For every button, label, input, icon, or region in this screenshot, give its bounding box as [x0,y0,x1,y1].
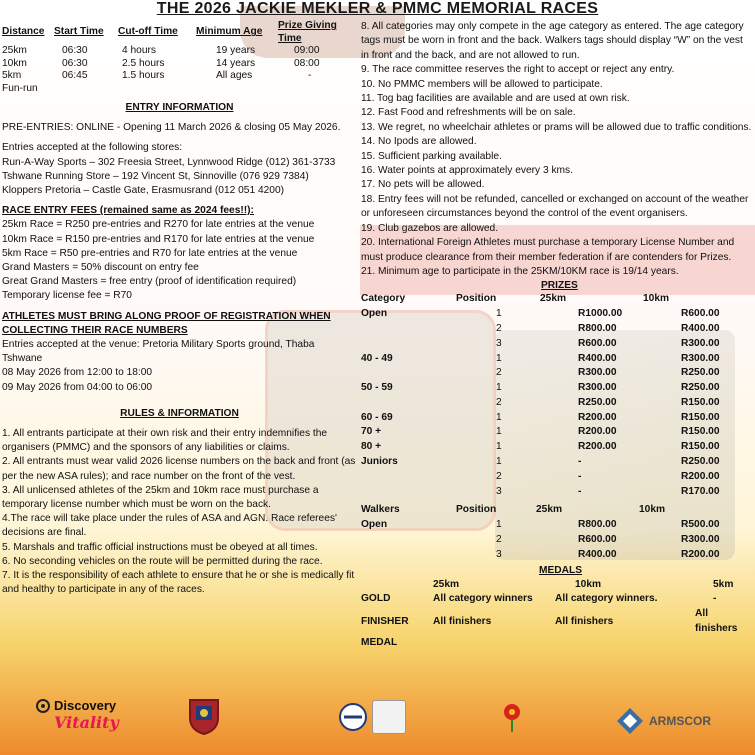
header-position: Position [456,504,497,516]
header-distance: Distance [2,26,45,38]
rule-6: 6. No seconding vehicles on the route will be permitted during the race. [2,555,323,567]
cell: Fun-run [2,82,38,94]
table-row [361,440,721,455]
fees-heading: RACE ENTRY FEES (remained same as 2024 fees!!): [2,205,254,217]
cell: 09:00 [294,45,320,56]
cell: 06:30 [62,45,88,56]
header-walkers: Walkers [361,504,400,516]
cell [361,470,456,485]
cell: R150.00 [681,441,720,453]
cell: 1 [496,352,502,364]
collection-date-2: 09 May 2026 from 04:00 to 06:00 [2,381,153,393]
cell: - [578,456,582,468]
header-25km: 25km [433,578,460,590]
table-row [361,352,721,367]
cell: R800.00 [578,519,617,531]
cell: R600.00 [578,534,617,546]
cell [361,533,456,548]
cell: R250.00 [681,382,720,394]
walkers-table [361,503,721,518]
table-row [361,485,721,500]
cell: - [578,485,582,497]
prizes-rows [361,307,721,499]
walkers-table-header [361,503,721,518]
proof-heading: ATHLETES MUST BRING ALONG PROOF OF REGISTRATION WHEN COLLECTING THEIR RACE NUMBERS [2,310,331,336]
cell: - [713,593,717,605]
rule-15: 15. Sufficient parking available. [361,150,502,162]
cell: R400.00 [578,548,617,560]
cell: R400.00 [578,352,617,364]
table-row [361,425,721,440]
table-row [361,518,721,533]
cell: R150.00 [681,426,720,438]
table-row [361,533,721,548]
flower-icon [500,702,524,734]
cell: R250.00 [681,456,720,468]
header-start-time: Start Time [54,26,104,38]
military-badge-logo [188,698,220,741]
cell: 1 [496,308,502,320]
cell: 4 hours [122,45,156,56]
prizes-heading: PRIZES [541,280,578,292]
table-row [361,337,721,352]
rule-18: 18. Entry fees will not be refunded, cancelled or exchanged on account of the weather or unforeseen circumstances beyond the control of the event organisers. [361,193,749,220]
cell [361,322,456,337]
cell: R800.00 [578,322,617,334]
cell [361,337,456,352]
cell: Open [361,519,388,531]
cell: 08:00 [294,57,320,69]
cell: 2 [496,322,502,334]
cell: 1 [496,456,502,468]
rule-3: 3. All unlicensed athletes of the 25km and 10km race must purchase a temporary license number which must be worn on the back. [2,484,319,511]
cell: R150.00 [681,396,720,408]
header-10km: 10km [575,578,602,590]
cell: 06:30 [62,57,88,69]
cell [361,366,456,381]
cell: 06:45 [62,70,88,81]
venue-text: Entries accepted at the venue: Pretoria Military Sports ground, Thaba Tshwane [2,339,315,365]
athletics-gauteng-logo [500,702,524,739]
medals-heading: MEDALS [539,564,583,576]
cell: 2 [496,396,502,408]
cell: R170.00 [681,485,720,497]
table-row [2,70,360,83]
table-row [361,470,721,485]
cell: 50 - 59 [361,382,393,394]
rule-1: 1. All entrants participate at their own risk and their entry indemnifies the organisers (PMMC) and the sponsors of any liabilities or claims. [2,428,328,454]
prizes-table-header [361,292,721,307]
cell: - [308,70,312,81]
distance-table-header [2,20,360,45]
cell: FINISHER [361,615,409,627]
vitality-text: Vitality [54,713,119,732]
cell: Juniors [361,456,398,468]
cell: 1 [496,382,502,394]
shield-icon [188,698,220,736]
prizes-table [361,292,721,307]
stores-heading: Entries accepted at the following stores: [2,142,183,154]
cell [361,396,456,411]
table-row [361,548,721,563]
header-prize-giving-time: Prize Giving Time [278,20,337,44]
table-row [361,396,721,411]
rule-4: 4.The race will take place under the rules of ASA and AGN. Race referees' decisions are final. [2,513,337,539]
table-row [361,322,721,337]
page-title: THE 2026 JACKIE MEKLER & PMMC MEMORIAL RACES [156,0,599,17]
header-position: Position [456,293,497,305]
table-row [2,83,360,96]
cell: 14 years [216,57,256,69]
cell: 5km [2,70,22,81]
medals-table-header [361,578,753,593]
header-10km: 10km [643,293,670,305]
fee-10km: 10km Race = R150 pre-entries and R170 for late entries at the venue [2,233,315,245]
cell: - [578,470,582,482]
cell: All ages [216,70,253,81]
table-row [361,411,721,426]
cell: R400.00 [681,322,720,334]
cell: R600.00 [681,308,720,320]
cell: All finishers [695,608,738,635]
cell: R250.00 [578,396,617,408]
discovery-text: Discovery [54,698,117,713]
cell: R300.00 [578,382,617,394]
armscor-icon [615,706,645,736]
table-row [361,592,753,607]
distance-table [2,20,360,95]
sponsor-footer [0,688,755,755]
cell: R200.00 [578,441,617,453]
cell: 2 [496,470,502,482]
rule-8: 8. All categories may only compete in the age category as entered. The age category tags must be worn in front and the back. Walkers tags should display “W” on the vest in front and the back, and are not allowed to run. [361,21,744,61]
cell: 3 [496,337,502,349]
medals-table [361,578,753,648]
rule-19: 19. Club gazebos are allowed. [361,222,499,234]
rule-14: 14. No Ipods are allowed. [361,136,477,148]
rule-17: 17. No pets will be allowed. [361,179,485,191]
cell: 60 - 69 [361,411,393,423]
cell [361,485,456,500]
fee-temporary-license: Temporary license fee = R70 [2,290,132,302]
table-row [361,307,721,322]
armscor-logo [615,706,711,736]
cell: 1 [496,519,502,531]
cell: GOLD [361,593,391,605]
cell: R150.00 [681,411,720,423]
cell: R300.00 [578,367,617,379]
fee-5km: 5km Race = R50 pre-entries and R70 for late entries at the venue [2,247,298,259]
collection-date-1: 08 May 2026 from 12:00 to 18:00 [2,367,153,379]
rule-20: 20. International Foreign Athletes must purchase a temporary License Number and must produce clearance from their member federation if are contenders for Prizes. [361,237,735,263]
table-row [361,607,753,637]
cell: R300.00 [681,534,720,546]
rule-12: 12. Fast Food and refreshments will be on sale. [361,107,576,119]
cell: All category winners [433,593,533,605]
cell: 40 - 49 [361,352,393,364]
fee-grand-masters: Grand Masters = 50% discount on entry fee [2,262,199,274]
rule-16: 16. Water points at approximately every 3 kms. [361,165,573,177]
cell: R600.00 [578,337,617,349]
cell: Open [361,308,388,320]
cell: R300.00 [681,337,720,349]
rule-2: 2. All entrants must wear valid 2026 license numbers on the back and front (as per the new ASA rules); and race number on the front of the vest. [2,456,356,482]
table-row [2,45,360,58]
table-row [2,58,360,71]
rule-9: 9. The race committee reserves the right to accept or reject any entry. [361,64,675,76]
header-category: Category [361,293,406,305]
header-minimum-age: Minimum Age [196,26,263,38]
cell: 3 [496,485,502,497]
header-25km: 25km [540,293,567,305]
cell: 1 [496,426,502,438]
rule-10: 10. No PMMC members will be allowed to participate. [361,78,603,90]
walkers-rows [361,518,721,562]
cell: 1 [496,411,502,423]
table-row [361,637,753,648]
cell: 80 + [361,441,382,453]
header-5km: 5km [713,578,734,590]
cell [361,578,433,593]
table-row [361,381,721,396]
rule-11: 11. Tog bag facilities are available and are used at own risk. [361,93,630,105]
finishing-logo [372,700,406,734]
armscor-text: ARMSCOR [649,714,711,728]
left-column [2,20,357,598]
cell: 1 [496,441,502,453]
header-cutoff-time: Cut-off Time [118,26,178,38]
cell: 70 + [361,426,382,438]
store-kloppers: Kloppers Pretoria – Castle Gate, Erasmusrand (012 051 4200) [2,185,285,197]
right-column [361,20,753,648]
cell [361,548,456,563]
cell: R200.00 [578,411,617,423]
rule-5: 5. Marshals and traffic official instructions must be obeyed at all times. [2,541,318,553]
cell: 1.5 hours [122,70,165,81]
cell: All finishers [555,615,614,627]
cell: R250.00 [681,367,720,379]
entry-information-heading: ENTRY INFORMATION [125,102,234,113]
cell: 19 years [216,45,256,56]
cell: R200.00 [578,426,617,438]
store-tshwane: Tshwane Running Store – 192 Vincent St, Sinnoville (076 929 7384) [2,170,309,182]
cell: 3 [496,548,502,560]
cell: All finishers [433,615,492,627]
fee-25km: 25km Race = R250 pre-entries and R270 for late entries at the venue [2,219,315,231]
cell: 2 [496,534,502,546]
cell: 2 [496,367,502,379]
cell: 2.5 hours [122,57,165,69]
store-runaway: Run-A-Way Sports – 302 Freesia Street, Lynnwood Ridge (012) 361-3733 [2,156,336,168]
header-10km: 10km [639,504,666,516]
rules-heading: RULES & INFORMATION [120,407,239,419]
timing-logo [338,702,368,737]
rule-7: 7. It is the responsibility of each athlete to ensure that he or she is medically fit and healthy to participate in any of the races. [2,570,355,596]
cell: R1000.00 [578,308,623,320]
fee-great-grand-masters: Great Grand Masters = free entry (proof of identification required) [2,276,297,288]
cell: 10km [2,57,27,69]
discovery-icon [36,699,50,713]
header-25km: 25km [536,504,563,516]
table-row [361,366,721,381]
cell: MEDAL [361,636,398,648]
cell: All category winners. [555,593,658,605]
table-row [361,455,721,470]
discovery-vitality-logo [36,698,119,732]
cell: 25km [2,45,27,56]
timing-icon [338,702,368,732]
cell: R200.00 [681,470,720,482]
cell: R200.00 [681,548,720,560]
pre-entries-text: PRE-ENTRIES: ONLINE - Opening 11 March 2026 & closing 05 May 2026. [2,122,341,134]
rule-13: 13. We regret, no wheelchair athletes or prams will be allowed due to traffic conditions. [361,121,752,133]
cell: R300.00 [681,352,720,364]
cell: R500.00 [681,519,720,531]
rule-21: 21. Minimum age to participate in the 25KM/10KM race is 19/14 years. [361,265,679,277]
